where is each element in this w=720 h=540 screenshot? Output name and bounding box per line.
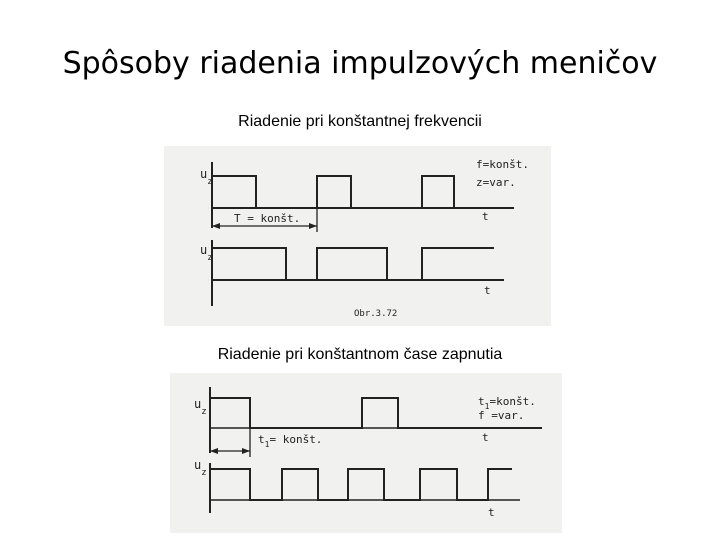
constant-frequency-diagram: [164, 146, 551, 326]
constant-on-time-diagram: [170, 373, 562, 533]
y-label-top: $u_z$: [200, 167, 213, 187]
figure2-caption: Riadenie pri konštantnom čase zapnutia: [217, 346, 503, 363]
figure1-caption: Riadenie pri konštantnej frekvencii: [238, 113, 482, 130]
time-axis-label-bottom: t: [484, 284, 491, 297]
time-axis-label-top: t: [482, 431, 489, 444]
condition-f-label: f=konšt.: [476, 158, 529, 171]
y-label-top: $u_z$: [194, 397, 207, 417]
time-axis-label-top: t: [482, 210, 489, 223]
pulse-waveform-bottom: [212, 248, 494, 280]
figure-reference: Obr.3.72: [354, 309, 398, 319]
page-title: Spôsoby riadenia impulzových meničov: [62, 46, 658, 81]
condition-z-label: z=var.: [476, 176, 516, 189]
on-time-label: $t_1=$ konšt.: [258, 433, 323, 449]
time-axis-label-bottom: t: [488, 506, 495, 519]
on-time-arrow-right: [242, 448, 250, 454]
condition-f-label: f =var.: [478, 409, 525, 422]
pulse-waveform-bottom: [210, 469, 512, 500]
condition-t1-label: $t_1=konšt$.: [478, 395, 536, 411]
on-time-arrow-left: [210, 448, 218, 454]
y-label-bottom: $u_z$: [200, 243, 213, 263]
y-label-bottom: $u_z$: [194, 458, 207, 478]
period-arrow-left: [212, 223, 220, 229]
pulse-waveform-top: [212, 176, 514, 208]
period-label: T = konšt.: [234, 212, 301, 225]
period-arrow-right: [309, 223, 317, 229]
